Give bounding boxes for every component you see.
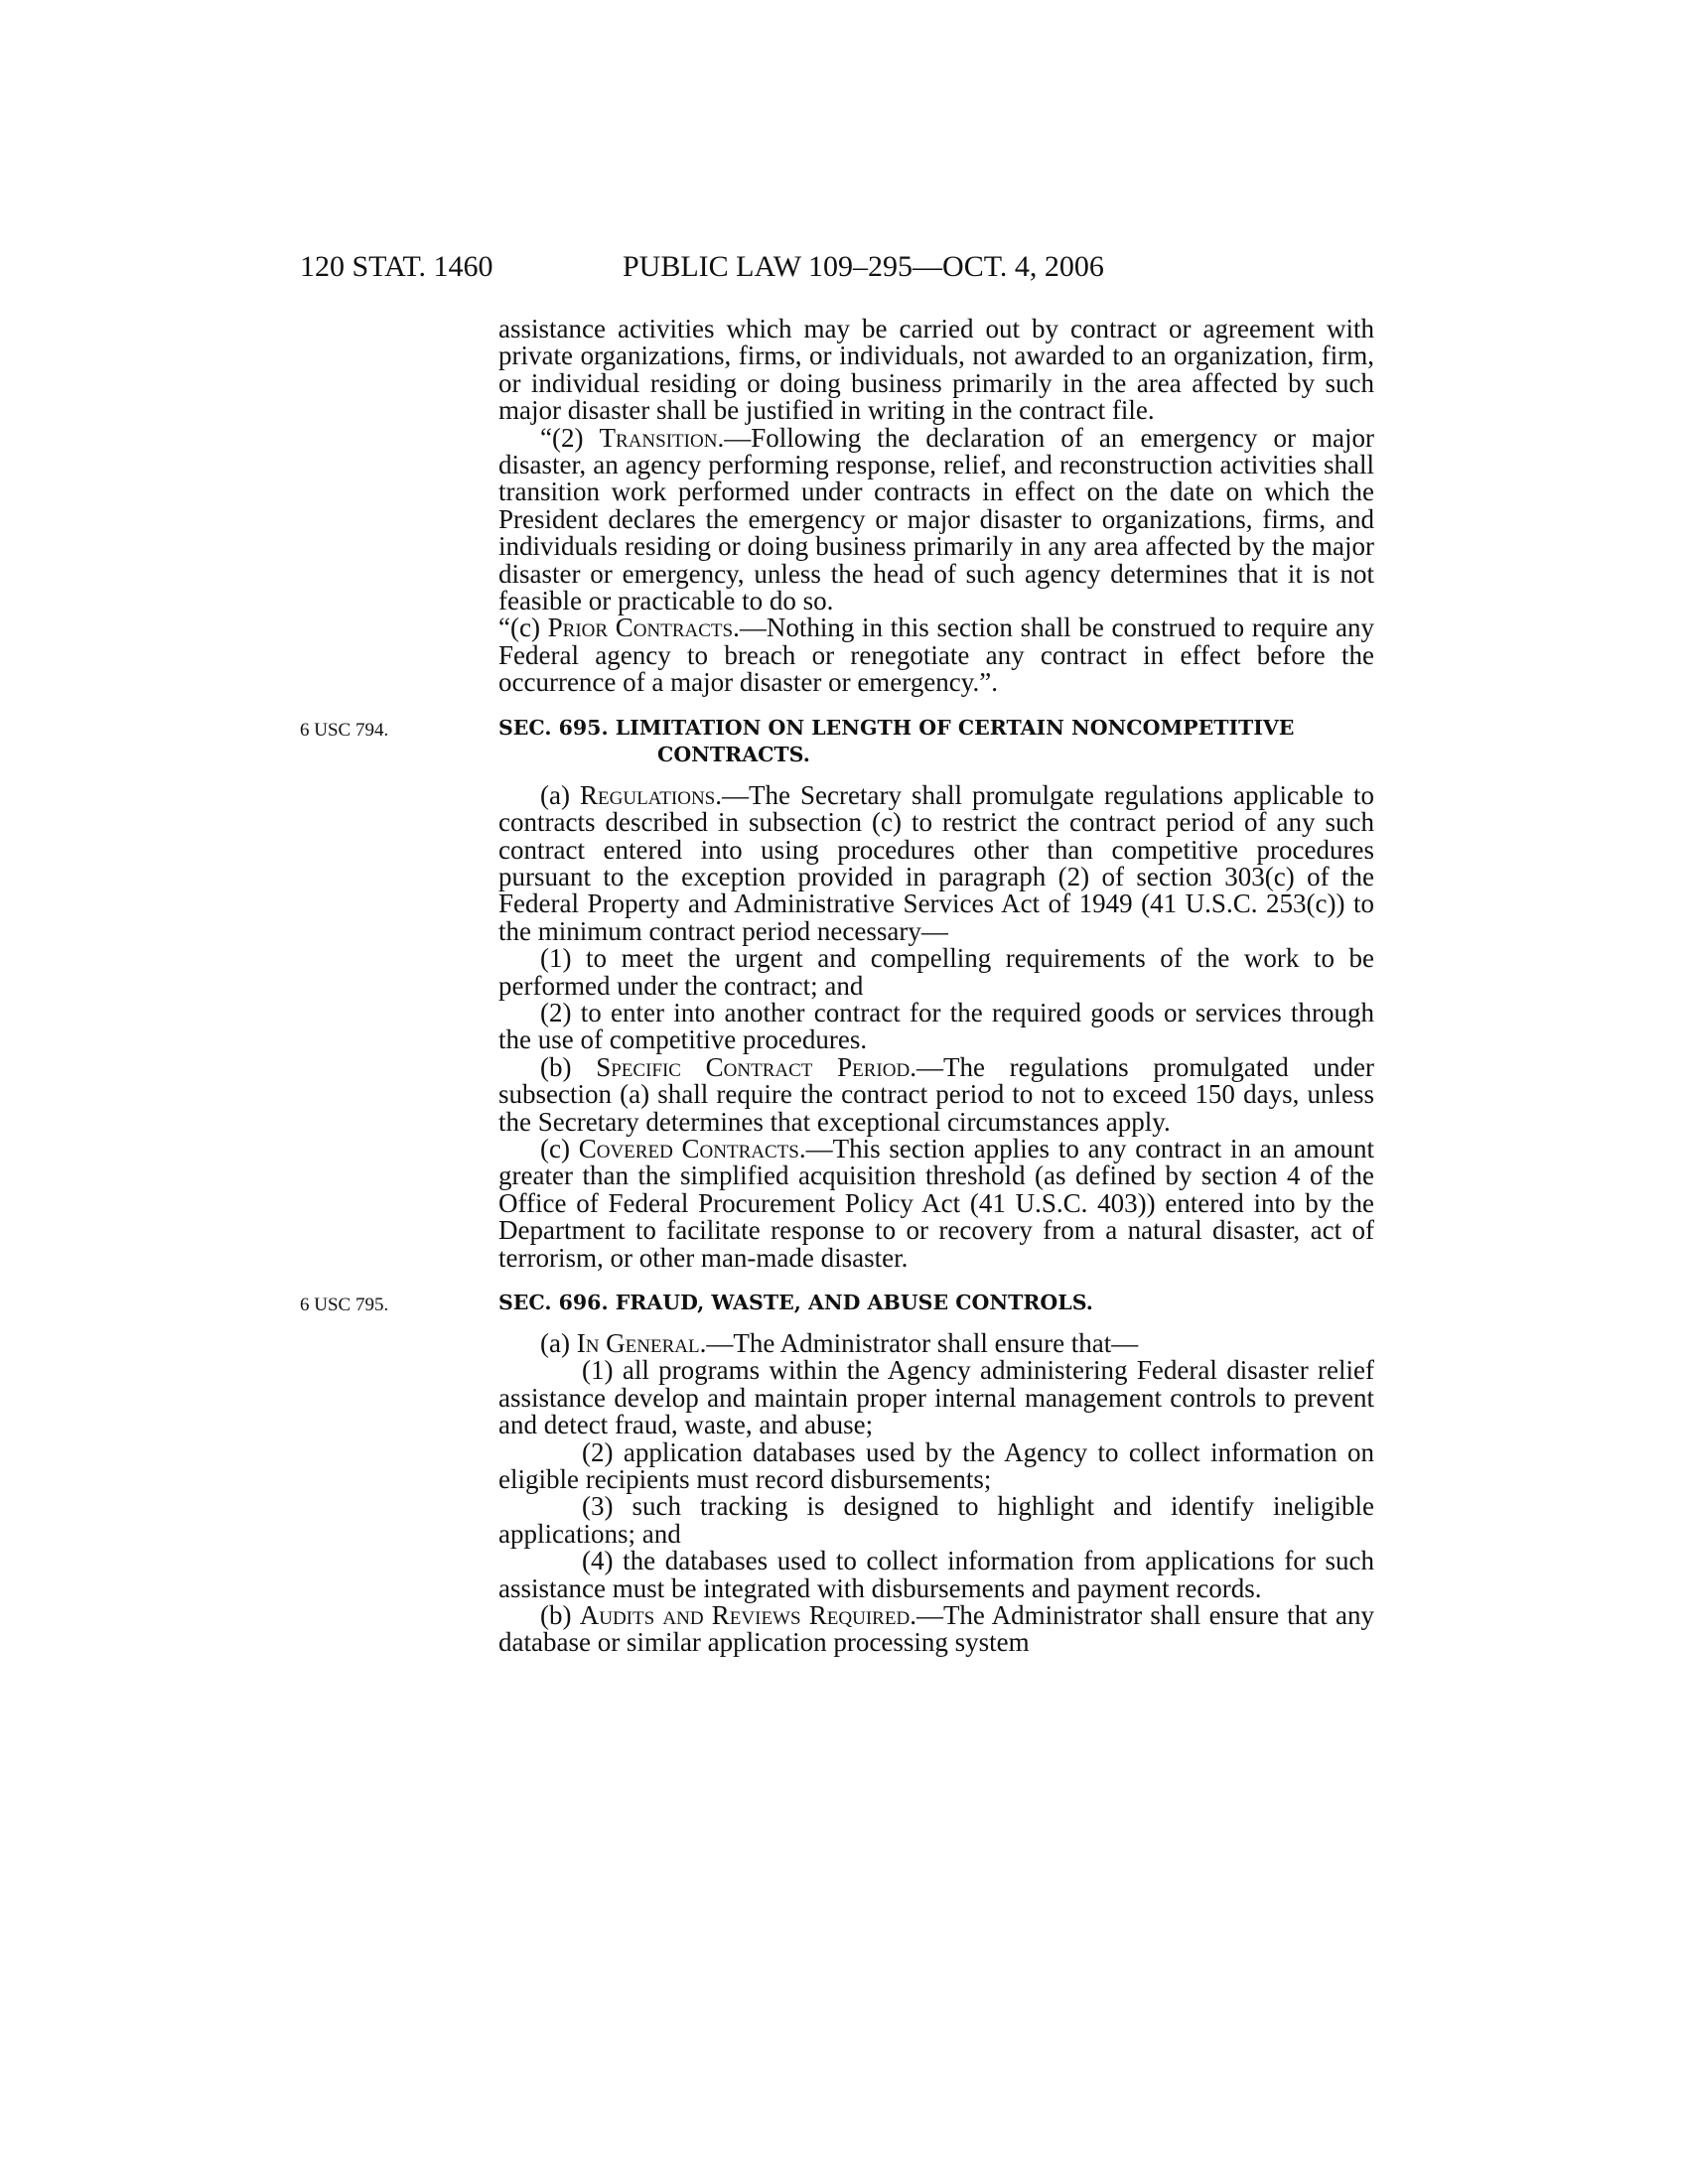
document-body bbox=[300, 314, 1375, 1658]
list-item-2: (2) application databases used by the Agency to collect information on eligible recipients must record disbursements; bbox=[498, 1436, 1374, 1495]
paragraph-text: .—The Administrator shall ensure that any database or similar application processing system bbox=[498, 1600, 1374, 1658]
paragraph-lead: (b) bbox=[540, 1051, 597, 1082]
list-item-4: (4) the databases used to collect information from applications for such assistance must be integrated with disbursements and payment records. bbox=[498, 1546, 1374, 1603]
paragraph-lead: (b) bbox=[540, 1600, 580, 1631]
paragraph-heading: Regulations bbox=[580, 779, 716, 810]
paragraph-transition bbox=[498, 422, 1374, 616]
stat-page-number: 120 STAT. 1460 bbox=[300, 250, 493, 283]
paragraph-regulations bbox=[498, 779, 1374, 946]
paragraph-specific-contract-period bbox=[498, 1051, 1374, 1137]
margin-note-6-usc-794: 6 USC 794. bbox=[300, 719, 389, 741]
paragraph-text: .—Following the declaration of an emergency or major disaster, an agency performing response, relief, and reconstruction activities shall transition work performed under contracts in effect on the date on which the President declares the emergency or major disaster to organizations, firms, and individuals residing or doing business primarily in any area affected by the major disaster or emergency, unless the head of such agency determines that it is not feasible or practicable to do so. bbox=[498, 422, 1374, 616]
paragraph-continuation: assistance activities which may be carried out by contract or agreement with private organizations, firms, or individuals, not awarded to an organization, firm, or individual residing or doing business primarily in the area affected by such major disaster shall be justified in writing in the contract file. bbox=[498, 314, 1374, 426]
list-item-a2: (2) to enter into another contract for the required goods or services through the use of competitive procedures. bbox=[498, 997, 1374, 1055]
section-695-heading-block bbox=[300, 715, 1374, 768]
list-item-a1: (1) to meet the urgent and compelling requirements of the work to be performed under the contract; and bbox=[498, 943, 1374, 1001]
paragraph-text: .—The Administrator shall ensure that— bbox=[699, 1328, 1139, 1358]
public-law-title: PUBLIC LAW 109–295—OCT. 4, 2006 bbox=[623, 250, 1104, 283]
margin-note-6-usc-795: 6 USC 795. bbox=[300, 1295, 389, 1315]
paragraph-heading: Specific Contract Period bbox=[596, 1051, 911, 1082]
paragraph-lead: “(c) bbox=[498, 613, 548, 643]
section-696-heading: SEC. 696. FRAUD, WASTE, AND ABUSE CONTROLS. bbox=[498, 1291, 1093, 1314]
paragraph-in-general bbox=[498, 1330, 1374, 1357]
list-item-1: (1) all programs within the Agency administering Federal disaster relief assistance develop and maintain proper internal management controls to prevent and detect fraud, waste, and abuse; bbox=[498, 1355, 1374, 1440]
paragraph-prior-contracts bbox=[498, 614, 1374, 696]
section-695-heading: SEC. 695. LIMITATION ON LENGTH OF CERTAIN NONCOMPETITIVE CONTRACTS. bbox=[498, 715, 1295, 766]
list-item-3: (3) such tracking is designed to highlight and identify ineligible applications; and bbox=[498, 1491, 1374, 1549]
paragraph-text: .—The Secretary shall promulgate regulations applicable to contracts described in subsection (c) to restrict the contract period of any such contract entered into using procedures other than competitive procedures pursuant to the exception provided in paragraph (2) of section 303(c) of the Federal Property and Administrative Services Act of 1949 (41 U.S.C. 253(c)) to the minimum contract period necessary— bbox=[498, 779, 1374, 946]
paragraph-heading: In General bbox=[576, 1328, 700, 1358]
paragraph-lead: (a) bbox=[540, 1328, 577, 1358]
paragraph-covered-contracts bbox=[498, 1133, 1374, 1273]
paragraph-heading: Prior Contracts bbox=[547, 613, 734, 643]
paragraph-audits-reviews bbox=[498, 1602, 1374, 1657]
paragraph-heading: Audits and Reviews Required bbox=[579, 1600, 911, 1631]
paragraph-lead: (a) bbox=[540, 779, 581, 810]
paragraph-heading: Covered Contracts bbox=[578, 1133, 799, 1163]
paragraph-text: .—The regulations promulgated under subsection (a) shall require the contract period to not to exceed 150 days, unless the Secretary determines that exceptional circumstances apply. bbox=[498, 1051, 1374, 1137]
paragraph-text: .—This section applies to any contract in an amount greater than the simplified acquisition threshold (as defined by section 4 of the Office of Federal Procurement Policy Act (41 U.S.C. 403)) entered into by the Department to facilitate response to or recovery from a natural disaster, act of terrorism, or other man-made disaster. bbox=[498, 1133, 1374, 1273]
paragraph-lead: (c) bbox=[540, 1133, 579, 1163]
paragraph-text: .—Nothing in this section shall be construed to require any Federal agency to breach or renegotiate any contract in effect before the occurrence of a major disaster or emergency.”. bbox=[498, 613, 1375, 698]
paragraph-lead: “(2) bbox=[540, 422, 600, 453]
section-696-heading-block bbox=[300, 1290, 1374, 1316]
page-header bbox=[300, 250, 1352, 290]
paragraph-heading: Transition bbox=[599, 422, 718, 453]
